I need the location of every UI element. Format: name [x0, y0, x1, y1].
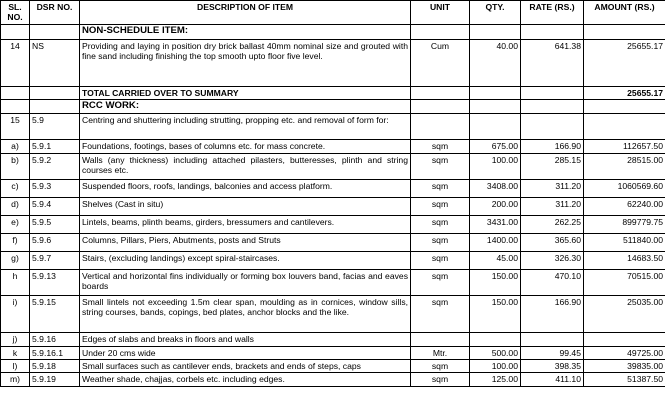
table-row: [1, 360, 665, 373]
item-rate: 311.20: [521, 179, 584, 197]
item-unit: sqm: [411, 233, 470, 251]
table-row: [1, 233, 665, 251]
item-rate: 641.38: [521, 39, 584, 86]
item-dsr: 5.9.13: [30, 269, 80, 295]
item-unit: sqm: [411, 251, 470, 269]
item-amount: 899779.75: [584, 215, 665, 233]
item-sl: k: [1, 346, 30, 359]
item-rate: 311.20: [521, 197, 584, 215]
item-dsr: 5.9.2: [30, 153, 80, 179]
item-rate: 285.15: [521, 153, 584, 179]
item-amount: 51387.50: [584, 373, 665, 386]
table-row: [1, 139, 665, 153]
item-description: Walls (any thickness) including attached pilasters, butteresses, plinth and string courses etc.: [80, 153, 411, 179]
item-qty: 500.00: [470, 346, 521, 359]
header-unit: UNIT: [411, 1, 470, 25]
item-dsr: 5.9.18: [30, 360, 80, 373]
item-description: Small surfaces such as cantilever ends, brackets and ends of steps, caps: [80, 360, 411, 373]
item-unit: sqm: [411, 269, 470, 295]
item-dsr: 5.9.15: [30, 295, 80, 332]
header-amount: AMOUNT (RS.): [584, 1, 665, 25]
item-unit: sqm: [411, 373, 470, 386]
item-dsr: 5.9.16: [30, 332, 80, 346]
item-qty: 3408.00: [470, 179, 521, 197]
item-qty: 100.00: [470, 153, 521, 179]
item-sl: j): [1, 332, 30, 346]
item-amount: 39835.00: [584, 360, 665, 373]
header-row: [1, 1, 665, 25]
item-qty: 675.00: [470, 139, 521, 153]
item-sl: d): [1, 197, 30, 215]
item-description: Edges of slabs and breaks in floors and walls: [80, 332, 411, 346]
item-qty: 1400.00: [470, 233, 521, 251]
item-amount: 511840.00: [584, 233, 665, 251]
item-qty: 125.00: [470, 373, 521, 386]
header-qty: QTY.: [470, 1, 521, 25]
item-qty: [470, 332, 521, 346]
table-row: [1, 251, 665, 269]
item-sl: h: [1, 269, 30, 295]
item-sl: 14: [1, 39, 30, 86]
item-amount: 1060569.60: [584, 179, 665, 197]
item-rate: 411.10: [521, 373, 584, 386]
item-sl: i): [1, 295, 30, 332]
item-dsr: 5.9.4: [30, 197, 80, 215]
item-description: Stairs, (excluding landings) except spiral-staircases.: [80, 251, 411, 269]
header-sl: SL. NO.: [1, 1, 30, 25]
item-description: Small lintels not exceeding 1.5m clear span, moulding as in cornices, window sills, string courses, bands, copings, bed plates, anchor blocks and the like.: [80, 295, 411, 332]
table-row: [1, 295, 665, 332]
item-dsr: 5.9.6: [30, 233, 80, 251]
item-qty: 40.00: [470, 39, 521, 86]
item-rate: 262.25: [521, 215, 584, 233]
item-dsr: 5.9.16.1: [30, 346, 80, 359]
item-unit: sqm: [411, 197, 470, 215]
item-rate: 99.45: [521, 346, 584, 359]
table-row: [1, 269, 665, 295]
item-sl: c): [1, 179, 30, 197]
total-row: [1, 86, 665, 99]
item-amount: 25655.17: [584, 39, 665, 86]
item-qty: 150.00: [470, 295, 521, 332]
non-schedule-heading: NON-SCHEDULE ITEM:: [80, 24, 411, 39]
item-row-15: [1, 113, 665, 139]
table-row: [1, 215, 665, 233]
item-amount: 14683.50: [584, 251, 665, 269]
item-rate: 166.90: [521, 295, 584, 332]
item-dsr: 5.9: [30, 113, 80, 139]
item-sl: a): [1, 139, 30, 153]
item-amount: 25035.00: [584, 295, 665, 332]
item-unit: sqm: [411, 139, 470, 153]
item-unit: Cum: [411, 39, 470, 86]
item-sl: l): [1, 360, 30, 373]
item-amount: 49725.00: [584, 346, 665, 359]
total-amount: 25655.17: [584, 86, 665, 99]
item-dsr: 5.9.3: [30, 179, 80, 197]
item-description: Shelves (Cast in situ): [80, 197, 411, 215]
item-row-14: [1, 39, 665, 86]
item-qty: 45.00: [470, 251, 521, 269]
item-qty: 100.00: [470, 360, 521, 373]
item-dsr: 5.9.19: [30, 373, 80, 386]
item-qty: 3431.00: [470, 215, 521, 233]
item-sl: m): [1, 373, 30, 386]
table-row: [1, 346, 665, 359]
item-dsr: 5.9.7: [30, 251, 80, 269]
item-unit: [411, 332, 470, 346]
item-sl: e): [1, 215, 30, 233]
item-sl: 15: [1, 113, 30, 139]
item-description: Centring and shuttering including strutting, propping etc. and removal of form for:: [80, 113, 411, 139]
item-amount: 28515.00: [584, 153, 665, 179]
item-description: Lintels, beams, plinth beams, girders, bressumers and cantilevers.: [80, 215, 411, 233]
item-sl: b): [1, 153, 30, 179]
table-row: [1, 153, 665, 179]
item-rate: 326.30: [521, 251, 584, 269]
item-unit: sqm: [411, 153, 470, 179]
item-rate: 365.60: [521, 233, 584, 251]
item-rate: 398.35: [521, 360, 584, 373]
item-unit: Mtr.: [411, 346, 470, 359]
table-row: [1, 332, 665, 346]
item-dsr: 5.9.5: [30, 215, 80, 233]
item-description: Columns, Pillars, Piers, Abutments, posts and Struts: [80, 233, 411, 251]
item-unit: sqm: [411, 360, 470, 373]
item-qty: 150.00: [470, 269, 521, 295]
item-dsr: NS: [30, 39, 80, 86]
item-amount: 70515.00: [584, 269, 665, 295]
header-dsr: DSR NO.: [30, 1, 80, 25]
header-description: DESCRIPTION OF ITEM: [80, 1, 411, 25]
item-amount: [584, 332, 665, 346]
item-description: Under 20 cms wide: [80, 346, 411, 359]
item-qty: 200.00: [470, 197, 521, 215]
item-amount: 62240.00: [584, 197, 665, 215]
total-label: TOTAL CARRIED OVER TO SUMMARY: [80, 86, 411, 99]
item-sl: f): [1, 233, 30, 251]
table-row: [1, 179, 665, 197]
item-rate: 470.10: [521, 269, 584, 295]
item-unit: sqm: [411, 179, 470, 197]
item-unit: sqm: [411, 295, 470, 332]
table-row: [1, 373, 665, 386]
table-row: [1, 197, 665, 215]
item-description: Providing and laying in position dry brick ballast 40mm nominal size and grouted with fine sand including finishing the top smooth upto floor five level.: [80, 39, 411, 86]
item-description: Vertical and horizontal fins individually or forming box louvers band, facias and eaves boards: [80, 269, 411, 295]
item-amount: 112657.50: [584, 139, 665, 153]
rcc-heading: RCC WORK:: [80, 100, 411, 113]
item-description: Foundations, footings, bases of columns etc. for mass concrete.: [80, 139, 411, 153]
item-description: Suspended floors, roofs, landings, balconies and access platform.: [80, 179, 411, 197]
item-sl: g): [1, 251, 30, 269]
rcc-heading-row: [1, 100, 665, 113]
non-schedule-heading-row: [1, 24, 665, 39]
item-rate: 166.90: [521, 139, 584, 153]
item-unit: sqm: [411, 215, 470, 233]
item-description: Weather shade, chajjas, corbels etc. including edges.: [80, 373, 411, 386]
item-dsr: 5.9.1: [30, 139, 80, 153]
item-rate: [521, 332, 584, 346]
header-rate: RATE (RS.): [521, 1, 584, 25]
